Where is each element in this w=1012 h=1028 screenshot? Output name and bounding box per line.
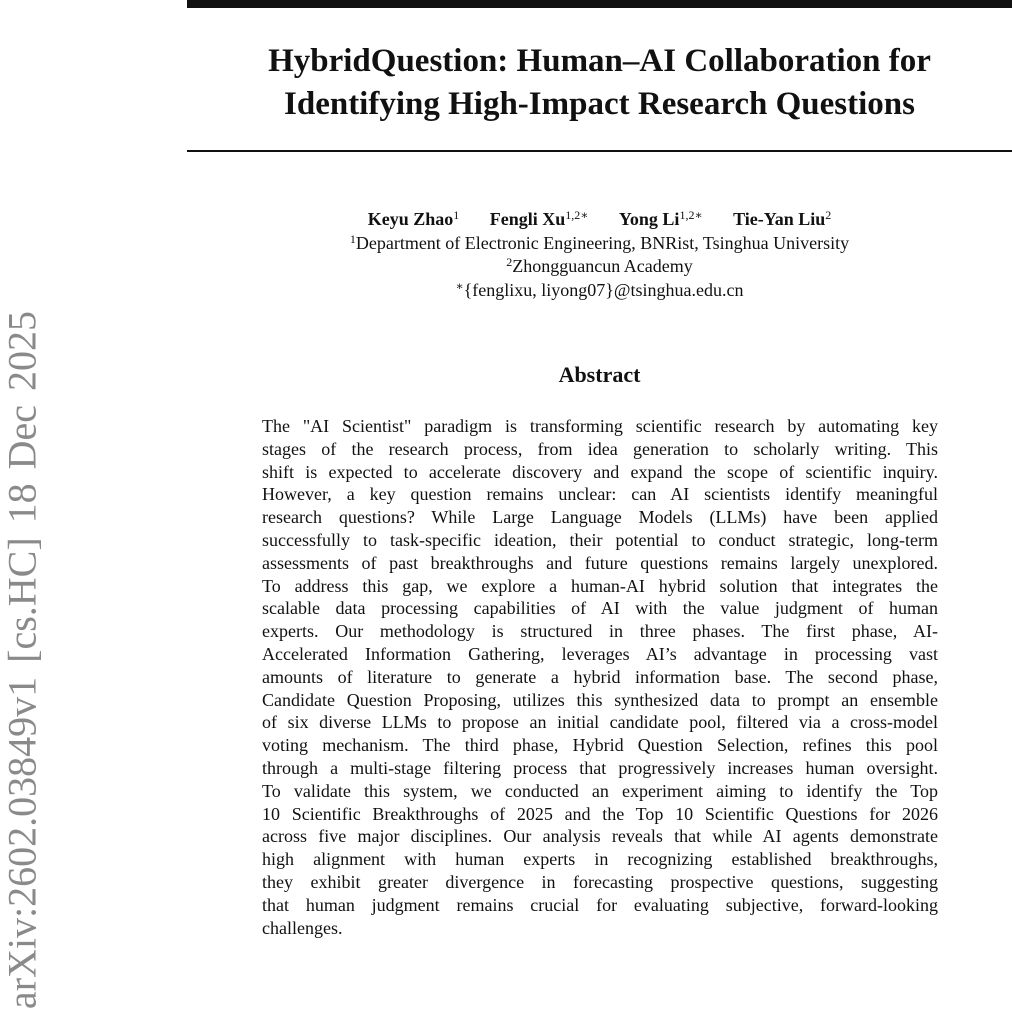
- paper-title: [187, 40, 1012, 126]
- abstract-line: amounts of literature to generate a hybrid information base. The second phase,: [262, 666, 938, 687]
- affiliation-text: Zhongguancun Academy: [512, 256, 693, 276]
- abstract-line: To address this gap, we explore a human-AI hybrid solution that integrates the: [262, 575, 938, 596]
- abstract-line: challenges.: [262, 917, 343, 938]
- author-name: Fengli Xu: [489, 209, 566, 229]
- author-name: Yong Li: [618, 209, 680, 229]
- affiliation-sup: 1: [349, 231, 356, 246]
- title-line-2: Identifying High-Impact Research Questions: [284, 86, 915, 122]
- abstract-body: [262, 415, 938, 939]
- arxiv-stamp: arXiv:2602.03849v1 [cs.HC] 18 Dec 2025: [0, 310, 45, 1010]
- contact-email: [187, 279, 1012, 303]
- title-line-1: HybridQuestion: Human–AI Collaboration for: [268, 43, 931, 79]
- abstract-line: voting mechanism. The third phase, Hybrid Question Selection, refines this pool: [262, 735, 938, 756]
- abstract-line: high alignment with human experts in recognizing established breakthroughs,: [262, 849, 938, 870]
- author-sup: 2: [825, 208, 832, 222]
- abstract-line: through a multi-stage filtering process that progressively increases human oversight.: [262, 757, 938, 778]
- abstract-line: of six diverse LLMs to propose an initial candidate pool, filtered via a cross-model: [262, 712, 938, 733]
- title-rule: [187, 150, 1012, 152]
- abstract-line: shift is expected to accelerate discovery and expand the scope of scientific inquiry.: [262, 461, 938, 482]
- author: [368, 209, 460, 229]
- abstract-line: The "AI Scientist" paradigm is transforming scientific research by automating key: [262, 416, 938, 436]
- author: [619, 209, 703, 229]
- email-text: {fenglixu, liyong07}@tsinghua.edu.cn: [463, 279, 744, 300]
- abstract-line: successfully to task-specific ideation, their potential to conduct strategic, long-term: [262, 529, 938, 550]
- author-sup: 1,2∗: [679, 208, 703, 222]
- abstract-line: 10 Scientific Breakthroughs of 2025 and the Top 10 Scientific Questions for 2026: [262, 803, 938, 824]
- affiliation-sup: ∗: [455, 278, 464, 293]
- abstract-line: Accelerated Information Gathering, leverages AI’s advantage in processing vast: [262, 643, 938, 664]
- affiliation-sup: 2: [506, 255, 513, 269]
- abstract-line: Candidate Question Proposing, utilizes this synthesized data to prompt an ensemble: [262, 689, 938, 710]
- abstract-line: stages of the research process, from idea generation to scholarly writing. This: [262, 438, 938, 459]
- top-rule: [187, 0, 1012, 8]
- affiliation: [187, 232, 1012, 256]
- author-name: Keyu Zhao: [367, 209, 454, 229]
- author: [490, 209, 589, 229]
- affiliation-text: Department of Electronic Engineering, BNRist, Tsinghua University: [355, 232, 850, 253]
- abstract-line: that human judgment remains crucial for evaluating subjective, forward-looking: [262, 894, 938, 915]
- author-list: [187, 208, 1012, 232]
- abstract-line: across five major disciplines. Our analysis reveals that while AI agents demonstrate: [262, 826, 938, 847]
- author-sup: 1: [453, 208, 460, 222]
- abstract-line: assessments of past breakthroughs and future questions remains largely unexplored.: [262, 552, 938, 573]
- abstract-line: they exhibit greater divergence in forecasting prospective questions, suggesting: [262, 871, 938, 892]
- abstract-line: To validate this system, we conducted an experiment aiming to identify the Top: [262, 780, 938, 801]
- abstract-line: experts. Our methodology is structured in three phases. The first phase, AI-: [262, 621, 938, 642]
- author-name: Tie-Yan Liu: [733, 209, 826, 229]
- author: [733, 209, 831, 229]
- abstract-heading: Abstract: [558, 362, 641, 387]
- author-sup: 1,2∗: [565, 208, 589, 222]
- abstract-line: However, a key question remains unclear: can AI scientists identify meaningful: [262, 484, 938, 505]
- abstract-line: scalable data processing capabilities of AI with the value judgment of human: [262, 598, 938, 619]
- affiliation: [187, 255, 1012, 279]
- author-block: [187, 208, 1012, 302]
- abstract-line: research questions? While Large Language Models (LLMs) have been applied: [262, 507, 938, 528]
